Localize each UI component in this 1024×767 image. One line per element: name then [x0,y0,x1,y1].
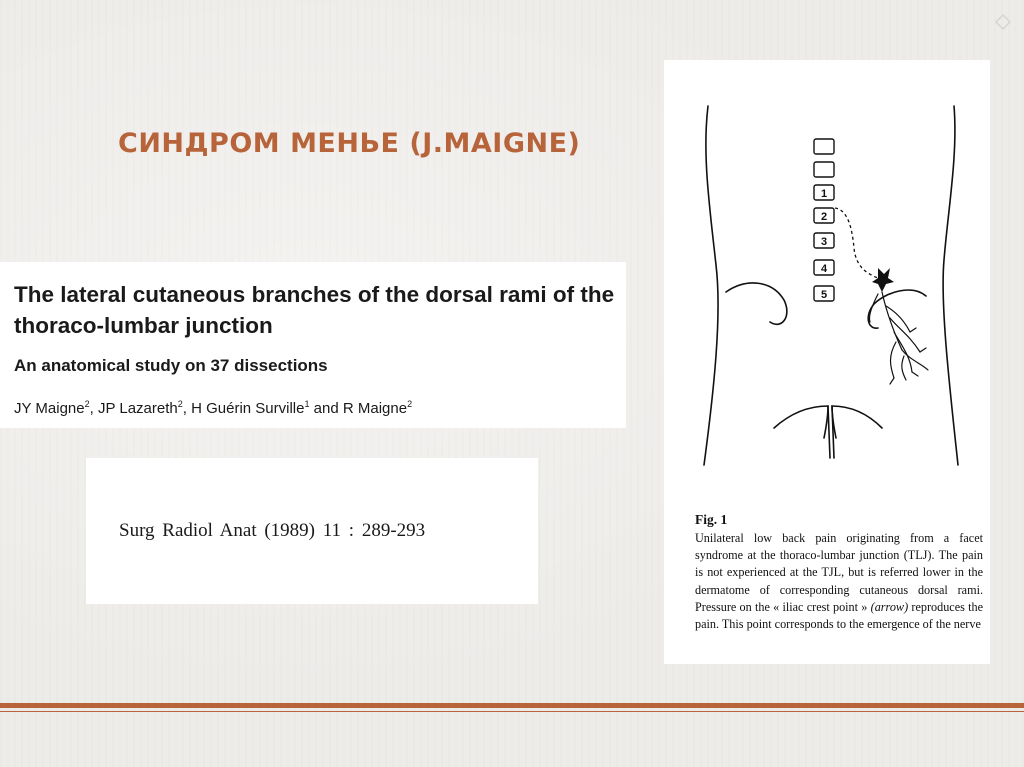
gluteal-right [832,406,882,438]
caption-text: Unilateral low back pain originating from a facet syndrome at the thoraco-lumbar junction (TLJ). The pain is not experienced at the TJL, but is referred lower in the dermatome of corresponding cutaneous dorsal rami. Pressure on the « iliac crest point » [695,531,983,614]
corner-diamond-icon [995,14,1011,30]
figure-image [664,60,990,664]
slide-title: СИНДРОМ МЕНЬЕ (J.MAIGNE) [118,128,581,159]
author-name: R Maigne [342,400,408,417]
footer-rule [0,703,1024,708]
torso-right-outline [943,106,958,465]
author-affiliation: 2 [177,399,183,409]
left-iliac-crest [726,283,787,324]
vertebra-t12 [814,162,834,177]
nerve-branches [869,292,928,384]
torso-left-outline [704,106,718,465]
caption-text: reproduces the pain. This point corresponds to the emergence of the nerve [695,599,983,632]
gluteal-cleft [828,406,834,458]
author-affiliation: 2 [407,399,413,409]
vertebra-label: 2 [820,211,828,223]
vertebra-t11 [814,139,834,154]
figure-caption [695,530,983,633]
caption-italic-text: (arrow) [870,599,909,614]
footer-rule-thin [0,711,1024,712]
authors-conjunction: and [313,400,339,417]
article-subtitle: An anatomical study on 37 dissections [14,356,328,375]
figure-label: Fig. 1 [695,512,728,527]
author-name: JY Maigne [14,400,85,417]
author-affiliation: 2 [84,399,90,409]
vertebra-label: 4 [820,263,828,275]
vertebra-label: 5 [820,289,828,301]
citation-image [86,458,538,604]
nerve-path-dashed [835,208,878,278]
gluteal-left [774,406,828,438]
article-authors: JY Maigne$^2$, JP Lazareth$^2$, H Guérin Surville$^1$ and R Maigne$^2$ [14,399,413,417]
article-header-image [0,262,626,428]
author-name: H Guérin Surville [191,400,305,417]
vertebra-label: 1 [820,188,828,200]
author-affiliation: 1 [304,399,310,409]
author-name: JP Lazareth [97,400,178,417]
journal-citation: Surg Radiol Anat (1989) 11 : 289-293 [119,520,426,541]
iliac-crest-point-arrow [872,268,894,292]
vertebra-label: 3 [820,236,828,248]
article-title: The lateral cutaneous branches of the dorsal rami of the thoraco-lumbar junction [14,282,615,338]
